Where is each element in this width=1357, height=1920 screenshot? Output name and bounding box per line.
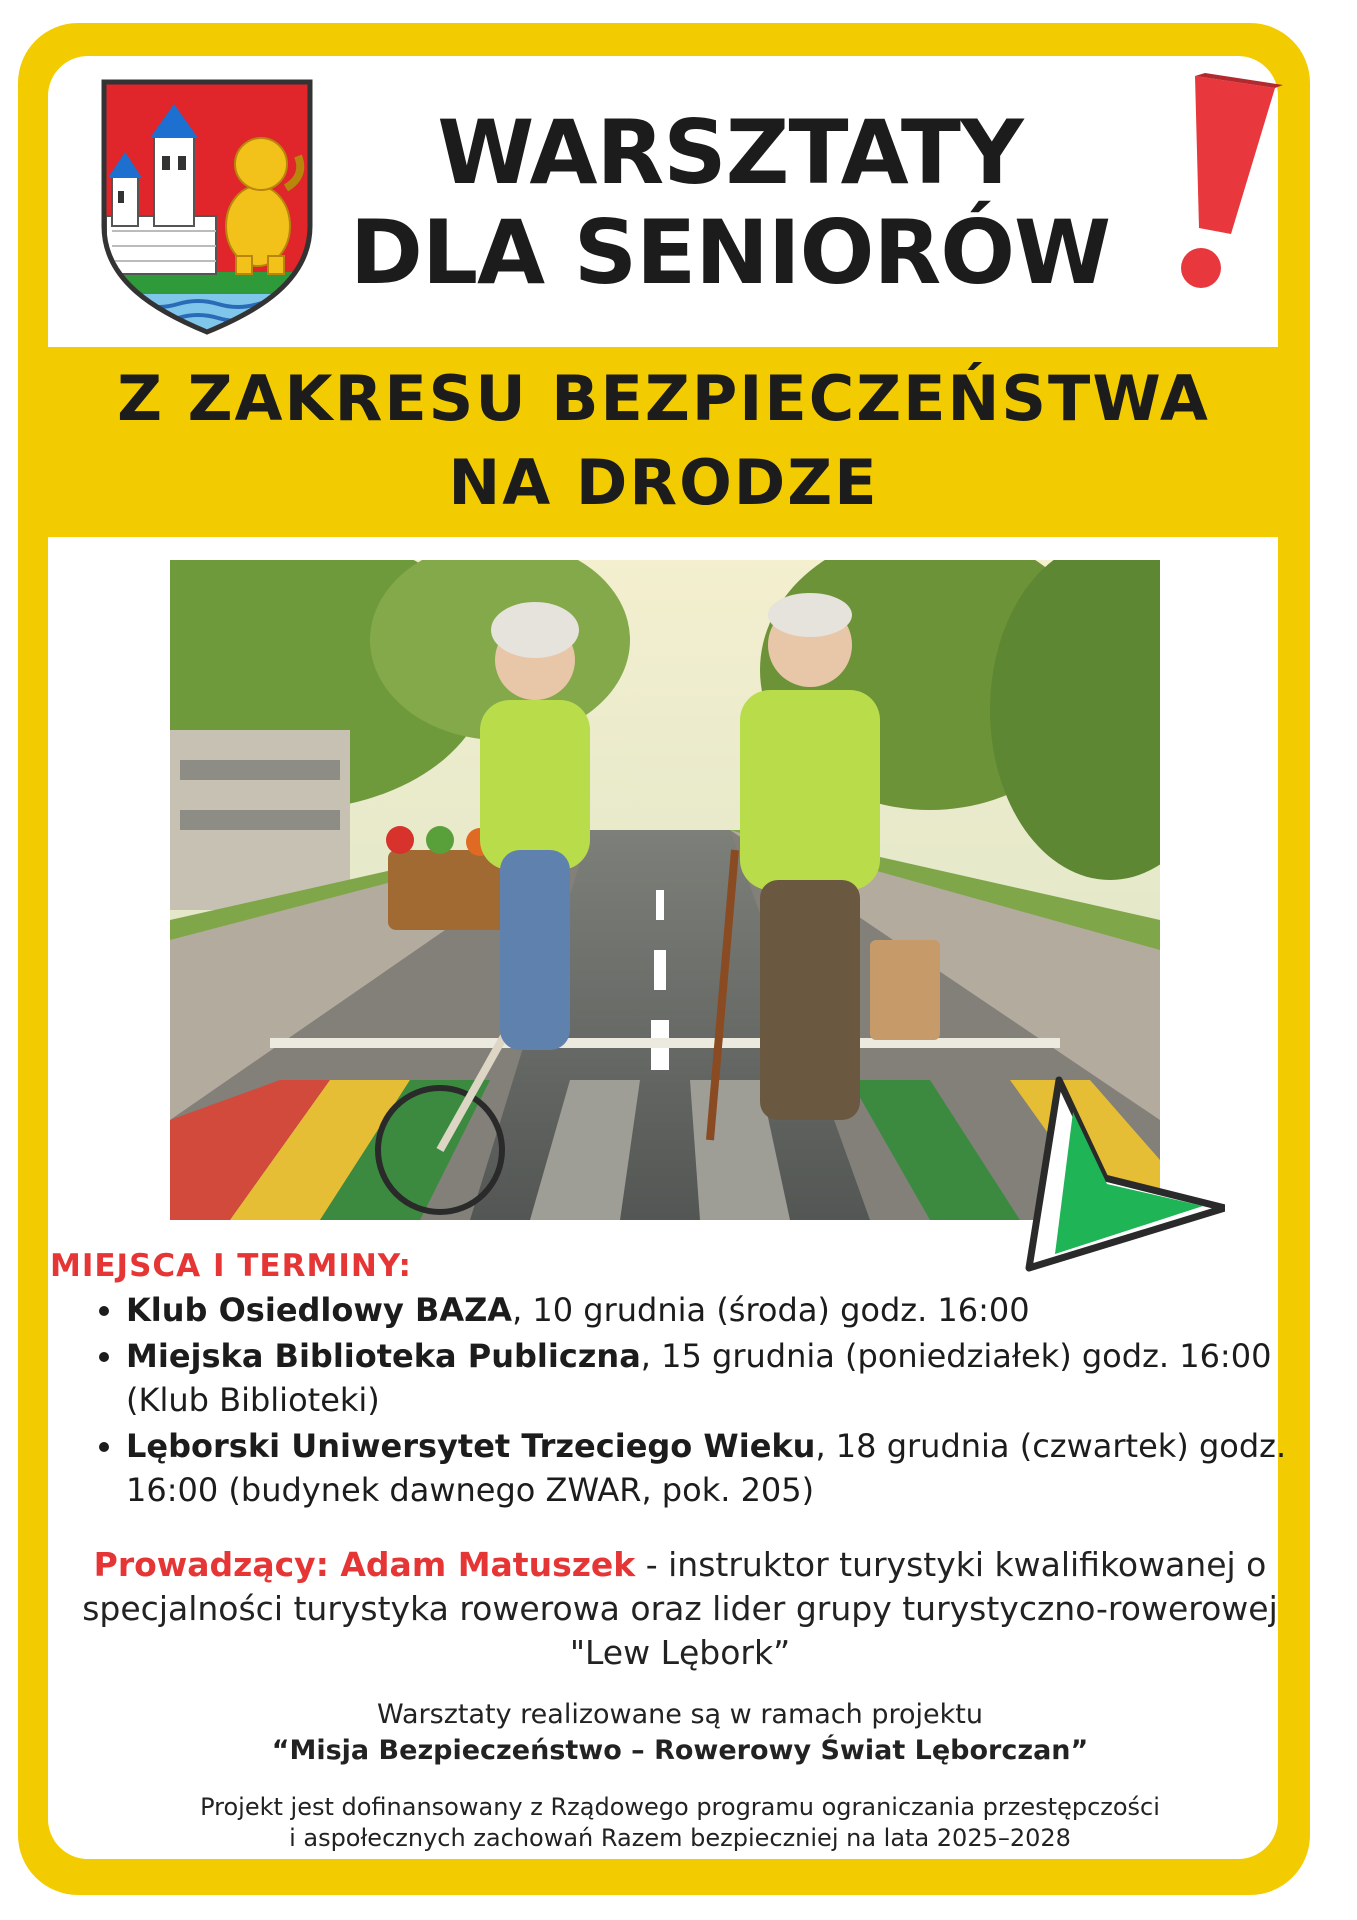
project-info xyxy=(70,1697,1290,1769)
venue-details: , 10 grudnia (środa) godz. 16:00 xyxy=(512,1291,1030,1329)
funding-line-1: Projekt jest dofinansowany z Rządowego programu ograniczania przestępczości xyxy=(200,1793,1160,1821)
list-item xyxy=(126,1334,1326,1422)
seniors-illustration xyxy=(170,560,1160,1220)
subtitle-line-2: NA DRODZE xyxy=(448,446,879,519)
project-intro: Warsztaty realizowane są w ramach projektu xyxy=(377,1699,983,1730)
schedule-heading: MIEJSCA I TERMINY: xyxy=(50,1248,412,1284)
instructor-description: - instruktor turystyki kwalifikowanej o specjalności turystyka rowerowa oraz lider grupy turystyczno-rowerowej "Lew Lębork” xyxy=(82,1545,1278,1672)
venue-details: , 18 grudnia (czwartek) godz. 16:00 (budynek dawnego ZWAR, pok. 205) xyxy=(126,1427,1287,1509)
city-coat-of-arms-icon xyxy=(98,76,316,338)
title-line-2: DLA SENIORÓW xyxy=(349,201,1111,304)
instructor-name: Prowadzący: Adam Matuszek xyxy=(93,1545,636,1584)
instructor-info xyxy=(70,1543,1290,1675)
list-item xyxy=(126,1424,1326,1512)
subtitle-line-1: Z ZAKRESU BEZPIECZEŃSTWA xyxy=(117,362,1210,435)
venue-name: Miejska Biblioteka Publiczna xyxy=(126,1337,641,1375)
venue-name: Lęborski Uniwersytet Trzeciego Wieku xyxy=(126,1427,816,1465)
funding-note xyxy=(60,1792,1300,1854)
venue-details: , 15 grudnia (poniedziałek) godz. 16:00 (Klub Biblioteki) xyxy=(126,1337,1272,1419)
venue-name: Klub Osiedlowy BAZA xyxy=(126,1291,513,1329)
title-line-1: WARSZTATY xyxy=(437,101,1023,204)
project-name: “Misja Bezpieczeństwo – Rowerowy Świat Lęborczan” xyxy=(271,1735,1089,1766)
list-item xyxy=(126,1288,1326,1332)
exclamation-mark-icon xyxy=(1143,68,1283,298)
green-arrow-cursor-icon xyxy=(1015,1068,1225,1278)
schedule-list xyxy=(72,1288,1326,1514)
funding-line-2: i aspołecznych zachowań Razem bezpieczniej na lata 2025–2028 xyxy=(289,1824,1071,1852)
